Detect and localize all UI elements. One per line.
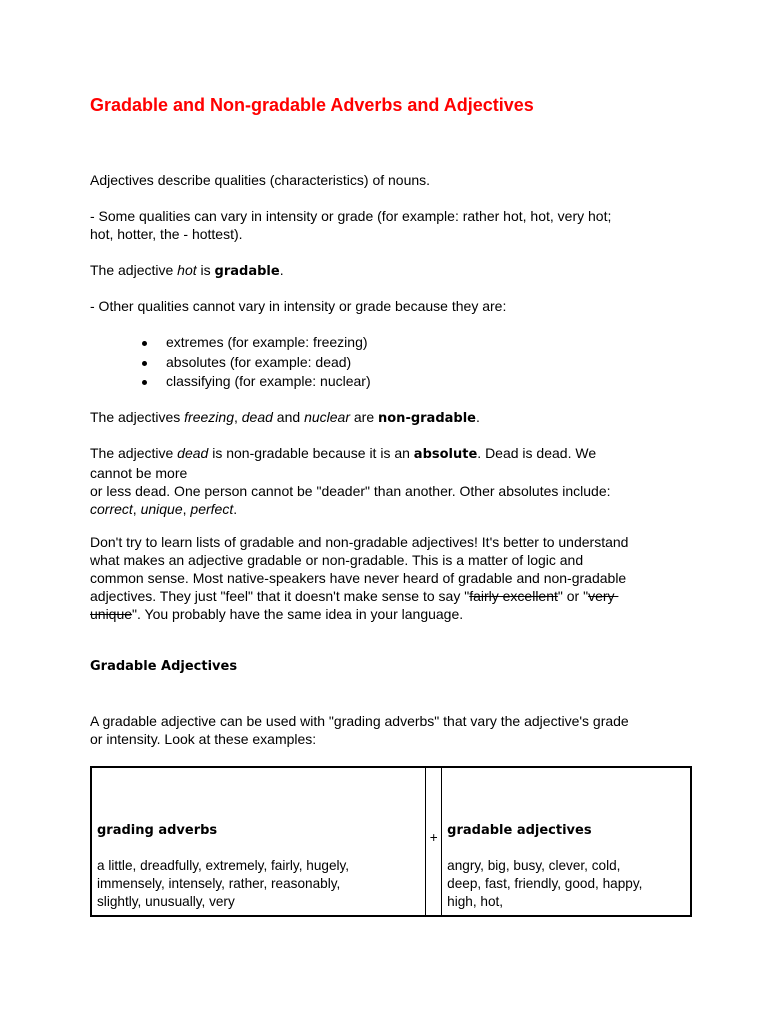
nuclear-word: nuclear — [304, 409, 350, 425]
fairly-excellent-struck: fairly excellent — [469, 588, 558, 604]
dead-paragraph — [90, 444, 675, 518]
dead-line-2: cannot be more — [90, 465, 188, 481]
hot-sentence-mid: is — [196, 262, 215, 278]
section-heading: Gradable Adjectives — [90, 659, 238, 674]
ng-mid: are — [349, 409, 378, 425]
gradable-adjectives-cell — [442, 768, 690, 915]
vary-line-1: - Some qualities can vary in intensity or grade (for example: rather hot, hot, very hot; — [90, 208, 612, 224]
dead-sep2: , — [182, 501, 191, 517]
dead-word: dead — [177, 445, 209, 461]
grading-paragraph — [90, 712, 675, 748]
plus-cell — [426, 768, 442, 915]
gradable-adjectives-line-2: deep, fast, friendly, good, happy, — [447, 876, 643, 891]
dont-line-3: common sense. Most native-speakers have never heard of gradable and non-gradable — [90, 570, 627, 586]
dont-line-1: Don't try to learn lists of gradable and non-gradable adjectives! It's better to understand — [90, 534, 629, 550]
dead-post: . Dead is dead. We — [477, 445, 597, 461]
dead-line-3: or less dead. One person cannot be "deader" than another. Other absolutes include: — [90, 483, 611, 499]
very-struck: very — [588, 588, 615, 604]
gradable-adjectives-header: gradable adjectives — [447, 823, 592, 838]
absolute-bold: absolute — [413, 447, 478, 462]
qualities-list — [140, 333, 371, 392]
intro-paragraph: Adjectives describe qualities (characteristics) of nouns. — [90, 172, 431, 188]
vary-line-2: hot, hotter, the - hottest). — [90, 226, 243, 242]
ng-post: . — [475, 409, 480, 425]
grading-line-2: or intensity. Look at these examples: — [90, 731, 317, 747]
ng-sep1: , — [233, 409, 242, 425]
hot-sentence-post: . — [279, 262, 284, 278]
nongradable-bold: non-gradable — [378, 411, 476, 426]
table-row — [92, 768, 690, 915]
page-title: Gradable and Non-gradable Adverbs and Adjectives — [90, 95, 534, 115]
dead-end: . — [233, 501, 238, 517]
dont-paragraph — [90, 533, 675, 623]
dont-line-5: ". You probably have the same idea in your language. — [132, 606, 464, 622]
list-item: classifying (for example: nuclear) — [140, 372, 371, 392]
nongradable-sentence — [90, 408, 675, 428]
gradable-adjectives-line-1: angry, big, busy, clever, cold, — [447, 858, 621, 873]
correct-word: correct — [90, 501, 133, 517]
dont-line-2: what makes an adjective gradable or non-gradable. This is a matter of logic and — [90, 552, 584, 568]
dead-mid: is non-gradable because it is an — [208, 445, 414, 461]
grading-line-1: A gradable adjective can be used with "grading adverbs" that vary the adjective's grade — [90, 713, 629, 729]
plus-sign: + — [429, 830, 438, 845]
dead-pre: The adjective — [90, 445, 178, 461]
hot-sentence — [90, 261, 675, 281]
dead-word: dead — [241, 409, 273, 425]
vary-paragraph — [90, 207, 675, 243]
grading-adverbs-line-2: immensely, intensely, rather, reasonably, — [97, 876, 341, 891]
unique-word: unique — [140, 501, 183, 517]
gradable-adjectives-line-3: high, hot, — [447, 894, 504, 909]
ng-sep2: and — [272, 409, 305, 425]
perfect-word: perfect — [190, 501, 234, 517]
dont-line-4-mid: " or " — [557, 588, 589, 604]
freezing-word: freezing — [184, 409, 234, 425]
examples-table — [90, 766, 692, 917]
gradable-bold: gradable — [214, 264, 280, 279]
unique-struck: unique — [90, 606, 133, 622]
grading-adverbs-line-3: slightly, unusually, very — [97, 894, 235, 909]
dead-sep1: , — [132, 501, 141, 517]
grading-adverbs-header: grading adverbs — [97, 823, 218, 838]
list-item: extremes (for example: freezing) — [140, 333, 371, 353]
other-paragraph: - Other qualities cannot vary in intensity or grade because they are: — [90, 298, 507, 314]
grading-adverbs-line-1: a little, dreadfully, extremely, fairly, hugely, — [97, 858, 350, 873]
list-item: absolutes (for example: dead) — [140, 353, 371, 373]
ng-pre: The adjectives — [90, 409, 185, 425]
grading-adverbs-cell — [92, 768, 426, 915]
hot-word: hot — [177, 262, 197, 278]
hot-sentence-pre: The adjective — [90, 262, 178, 278]
dont-line-4: adjectives. They just "feel" that it doesn't make sense to say " — [90, 588, 470, 604]
